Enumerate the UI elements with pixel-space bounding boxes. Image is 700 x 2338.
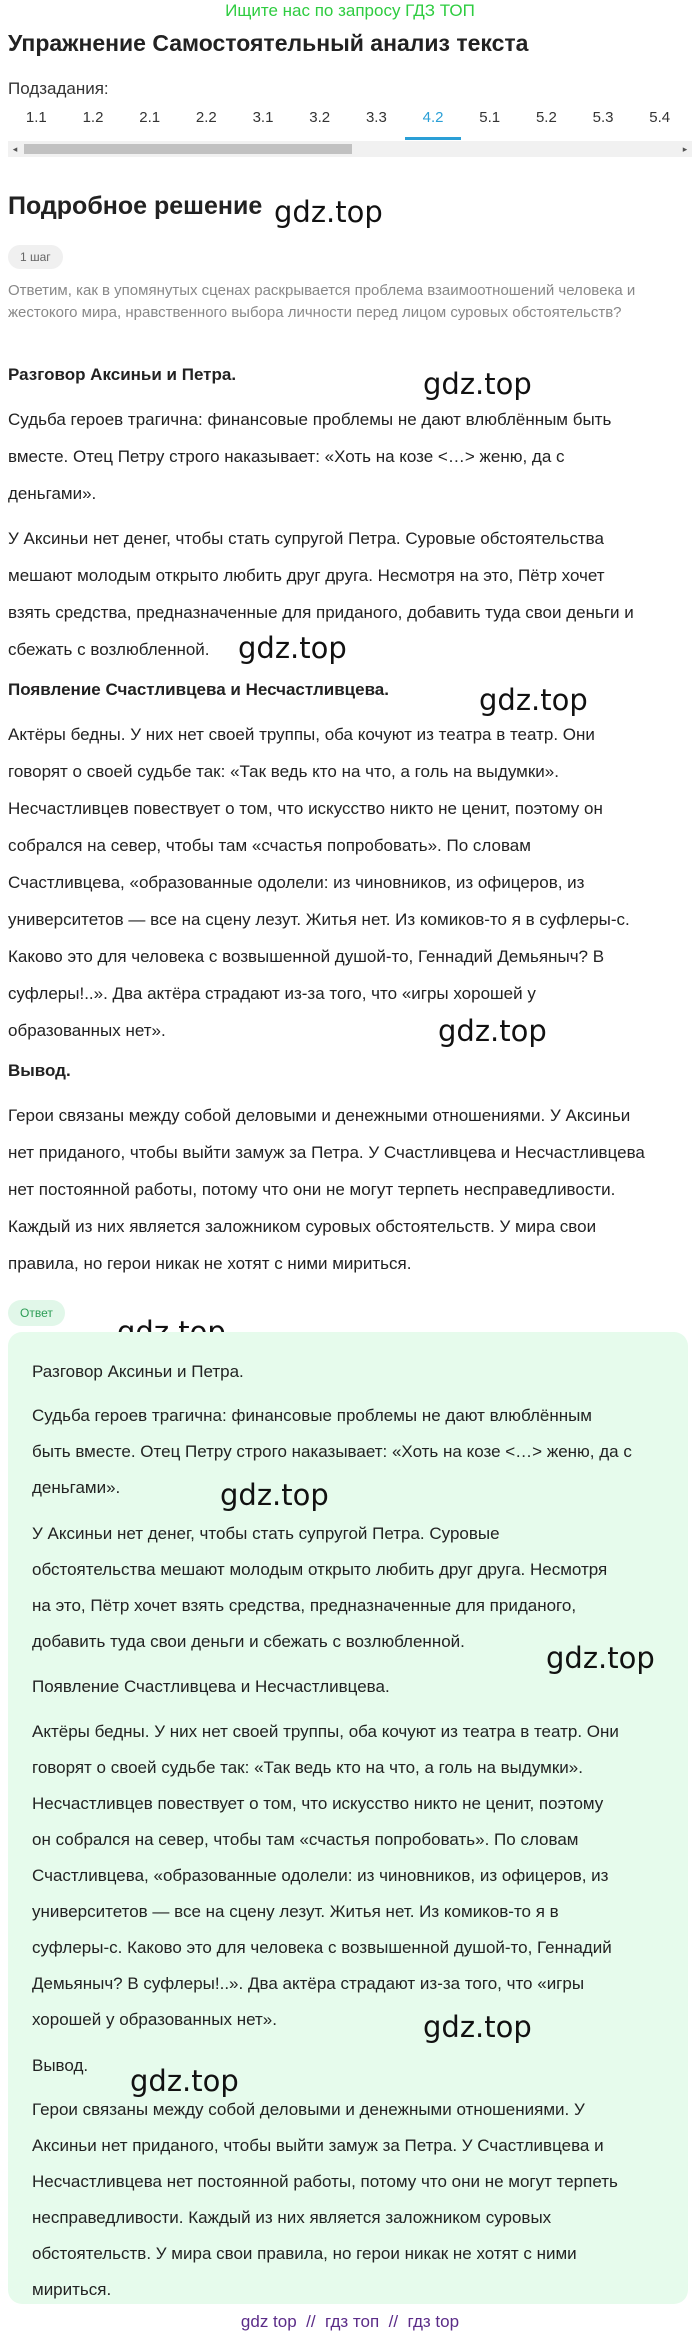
answer-heading-3: Вывод. <box>32 2056 89 2075</box>
tab-5-4[interactable]: 5.4 <box>649 109 671 126</box>
solution-heading-3: Вывод. <box>8 1061 71 1080</box>
tab-1-2[interactable]: 1.2 <box>82 109 104 126</box>
watermark: gdz.top <box>546 1641 655 1675</box>
answer-heading-1: Разговор Аксиньи и Петра. <box>32 1362 244 1381</box>
solution-line: Герои связаны между собой деловыми и денежными отношениями. У Аксиньи <box>8 1106 631 1125</box>
solution-line: Актёры бедны. У них нет своей труппы, оба кочуют из театра в театр. Они <box>8 725 595 744</box>
watermark: gdz.top <box>220 1478 329 1512</box>
answer-line: деньгами». <box>32 1478 121 1497</box>
answer-line: Актёры бедны. У них нет своей труппы, оба кочуют из театра в театр. Они <box>32 1722 619 1741</box>
solution-line: деньгами». <box>8 484 97 503</box>
answer-line: быть вместе. Отец Петру строго наказывает: «Хоть на козе <…> женю, да с <box>32 1442 632 1461</box>
footer-link-gdz-top-mixed[interactable]: гдз top <box>407 2312 460 2331</box>
tab-5-3[interactable]: 5.3 <box>592 109 614 126</box>
solution-line: суфлеры!..». Два актёра страдают из-за того, что «игры хорошей у <box>8 984 536 1003</box>
tab-1-1[interactable]: 1.1 <box>25 109 47 126</box>
answer-line: говорят о своей судьбе так: «Так ведь кто на что, а голь на выдумки». <box>32 1758 583 1777</box>
solution-line: нет постоянной работы, потому что они не могут терпеть несправедливости. <box>8 1180 616 1199</box>
solution-line: собрался на север, чтобы там «счастья попробовать». По словам <box>8 836 531 855</box>
solution-heading-1: Разговор Аксиньи и Петра. <box>8 365 237 384</box>
tab-5-2[interactable]: 5.2 <box>535 109 557 126</box>
solution-line: университетов — все на сцену лезут. Житья нет. Из комиков-то я в суфлеры-с. <box>8 910 630 929</box>
solution-line: Счастливцева, «образованные одолели: из чиновников, из офицеров, из <box>8 873 585 892</box>
tab-3-2[interactable]: 3.2 <box>309 109 331 126</box>
tab-5-1[interactable]: 5.1 <box>479 109 501 126</box>
footer-link-gdz-top-ru[interactable]: гдз топ <box>325 2312 380 2331</box>
watermark: gdz.top <box>438 1014 547 1048</box>
watermark: gdz.top <box>130 2064 239 2098</box>
watermark: gdz.top <box>479 683 588 717</box>
solution-line: вместе. Отец Петру строго наказывает: «Хоть на козе <…> женю, да с <box>8 447 565 466</box>
answer-badge: Ответ <box>8 1300 65 1326</box>
answer-line: обстоятельства мешают молодым открыто любить друг друга. Несмотря <box>32 1560 608 1579</box>
solution-line: правила, но герои никак не хотят с ними мириться. <box>8 1254 412 1273</box>
scroll-left-arrow-icon[interactable]: ◂ <box>12 144 18 154</box>
solution-line: мешают молодым открыто любить друг друга. Несмотря на это, Пётр хочет <box>8 566 605 585</box>
answer-line: добавить туда свои деньги и сбежать с возлюбленной. <box>32 1632 465 1651</box>
answer-line: Герои связаны между собой деловыми и денежными отношениями. У <box>32 2100 585 2119</box>
solution-line: образованных нет». <box>8 1021 166 1040</box>
answer-line: суфлеры-с. Каково это для человека с возвышенной душой-то, Геннадий <box>32 1938 612 1957</box>
answer-line: Несчастливцев повествует о том, что искусство никто не ценит, поэтому <box>32 1794 604 1813</box>
watermark: gdz.top <box>238 631 347 665</box>
step-badge: 1 шаг <box>8 245 63 269</box>
page-title: Упражнение Самостоятельный анализ текста <box>8 30 529 56</box>
solution-line: говорят о своей судьбе так: «Так ведь кто на что, а голь на выдумки». <box>8 762 559 781</box>
top-banner: Ищите нас по запросу ГДЗ ТОП <box>225 1 475 20</box>
watermark: gdz.top <box>423 367 532 401</box>
solution-heading-2: Появление Счастливцева и Несчастливцева. <box>8 680 389 699</box>
solution-line: взять средства, предназначенные для приданого, добавить туда свои деньги и <box>8 603 634 622</box>
footer-separator: // <box>306 2312 316 2331</box>
answer-line: университетов — все на сцену лезут. Житья нет. Из комиков-то я в <box>32 1902 559 1921</box>
answer-line: Судьба героев трагична: финансовые проблемы не дают влюблённым <box>32 1406 592 1425</box>
answer-line: Несчастливцева нет постоянной работы, потому что они не могут терпеть <box>32 2172 618 2191</box>
question-text: Ответим, как в упомянутых сценах раскрывается проблема взаимоотношений человека и жестокого мира, нравственного выбора личности перед лицом суровых обстоятельств? <box>8 282 636 321</box>
footer-links <box>0 2312 700 2332</box>
tab-3-3[interactable]: 3.3 <box>365 109 387 126</box>
answer-line: он собрался на север, чтобы там «счастья попробовать». По словам <box>32 1830 579 1849</box>
footer-link-gdz-top[interactable]: gdz top <box>240 2312 297 2331</box>
answer-line: обстоятельств. У мира свои правила, но герои никак не хотят с ними <box>32 2244 577 2263</box>
answer-heading-2: Появление Счастливцева и Несчастливцева. <box>32 1677 390 1696</box>
answer-line: Счастливцева, «образованные одолели: из чиновников, из офицеров, из <box>32 1866 609 1885</box>
answer-line: несправедливости. Каждый из них является заложником суровых <box>32 2208 552 2227</box>
subtasks-label: Подзадания: <box>8 79 109 98</box>
answer-line: У Аксиньи нет денег, чтобы стать супругой Петра. Суровые <box>32 1524 500 1543</box>
solution-line: Каково это для человека с возвышенной душой-то, Геннадий Демьяныч? В <box>8 947 605 966</box>
answer-line: на это, Пётр хочет взять средства, предназначенные для приданого, <box>32 1596 577 1615</box>
solution-title: Подробное решение <box>8 192 263 220</box>
tabs-scrollbar[interactable] <box>8 141 692 157</box>
solution-line: У Аксиньи нет денег, чтобы стать супругой Петра. Суровые обстоятельства <box>8 529 604 548</box>
answer-line: Аксиньи нет приданого, чтобы выйти замуж за Петра. У Счастливцева и <box>32 2136 604 2155</box>
solution-line: нет приданого, чтобы выйти замуж за Петра. У Счастливцева и Несчастливцева <box>8 1143 645 1162</box>
solution-line: Несчастливцев повествует о том, что искусство никто не ценит, поэтому он <box>8 799 603 818</box>
scroll-right-arrow-icon[interactable]: ▸ <box>682 144 688 154</box>
answer-line: мириться. <box>32 2280 112 2299</box>
watermark: gdz.top <box>274 195 383 229</box>
scroll-thumb[interactable] <box>24 144 352 154</box>
tab-3-1[interactable]: 3.1 <box>252 109 274 126</box>
solution-line: сбежать с возлюбленной. <box>8 640 210 659</box>
solution-line: Каждый из них является заложником суровых обстоятельств. У мира свои <box>8 1217 597 1236</box>
solution-line: Судьба героев трагична: финансовые проблемы не дают влюблённым быть <box>8 410 612 429</box>
footer-separator: // <box>388 2312 399 2331</box>
tab-4-2[interactable]: 4.2 <box>405 104 462 140</box>
watermark: gdz.top <box>423 2010 532 2044</box>
tab-2-2[interactable]: 2.2 <box>195 109 217 126</box>
answer-line: Демьяныч? В суфлеры!..». Два актёра страдают из-за того, что «игры <box>32 1974 585 1993</box>
answer-line: хорошей у образованных нет». <box>32 2010 277 2029</box>
subtask-tabs <box>8 104 688 144</box>
tab-2-1[interactable]: 2.1 <box>139 109 161 126</box>
